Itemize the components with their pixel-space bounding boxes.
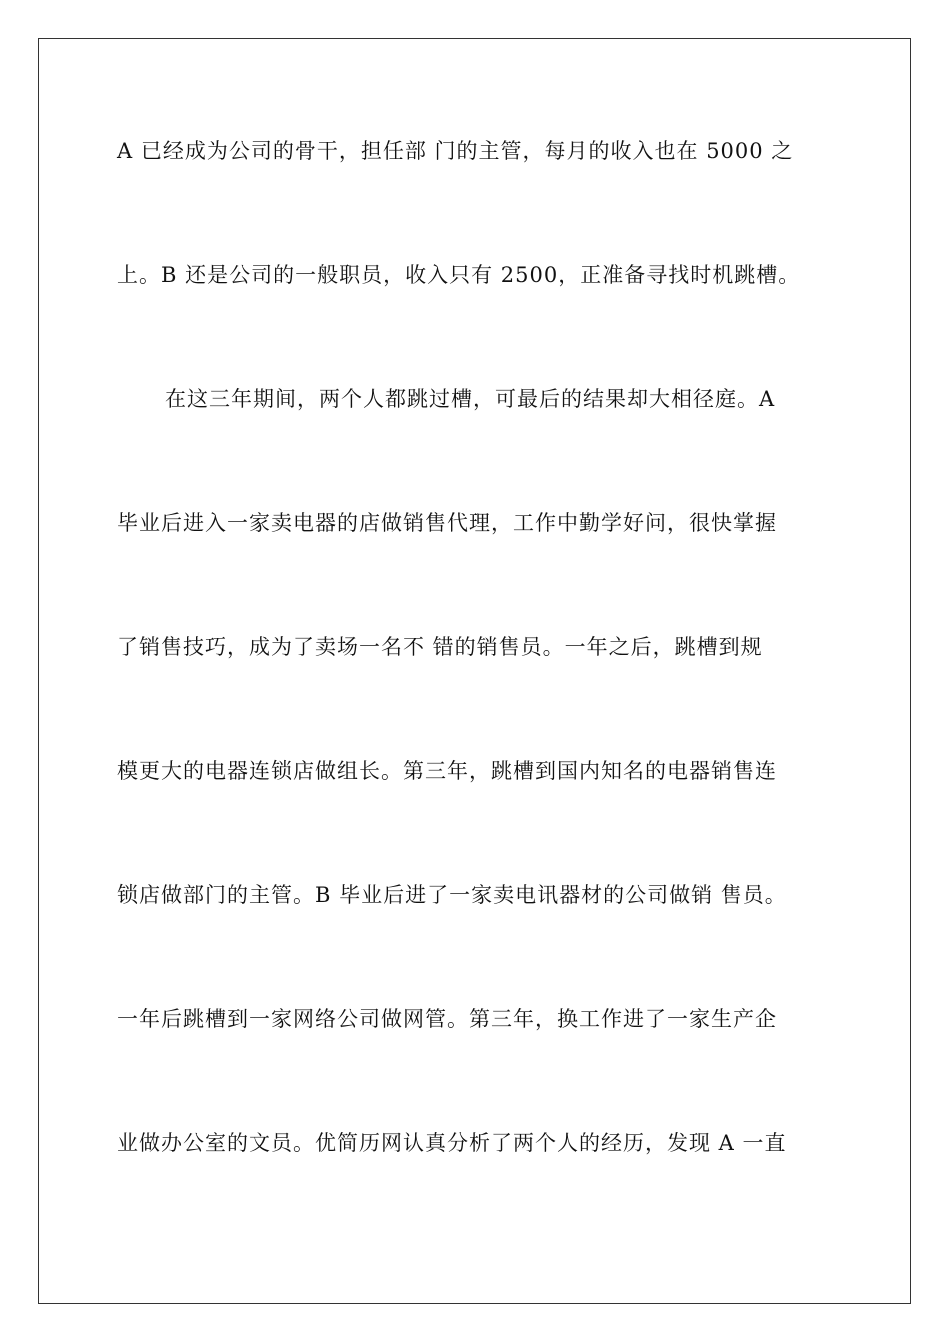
- paragraph-line-6: 模更大的电器连锁店做组长。第三年，跳槽到国内知名的电器销售连: [117, 759, 777, 783]
- paragraph-line-9: 业做办公室的文员。优简历网认真分析了两个人的经历，发现 A 一直: [117, 1131, 787, 1155]
- paragraph-line-3: 在这三年期间，两个人都跳过槽，可最后的结果却大相径庭。A: [165, 387, 776, 411]
- paragraph-line-8: 一年后跳槽到一家网络公司做网管。第三年，换工作进了一家生产企: [117, 1007, 777, 1031]
- paragraph-line-5: 了销售技巧，成为了卖场一名不 错的销售员。一年之后，跳槽到规: [117, 635, 763, 659]
- page-frame: [38, 38, 911, 1304]
- paragraph-line-1: A 已经成为公司的骨干，担任部 门的主管，每月的收入也在 5000 之: [117, 139, 794, 163]
- paragraph-line-7: 锁店做部门的主管。B 毕业后进了一家卖电讯器材的公司做销 售员。: [117, 883, 787, 907]
- paragraph-line-2: 上。B 还是公司的一般职员，收入只有 2500，正准备寻找时机跳槽。: [117, 263, 801, 287]
- paragraph-line-4: 毕业后进入一家卖电器的店做销售代理，工作中勤学好问，很快掌握: [117, 511, 777, 535]
